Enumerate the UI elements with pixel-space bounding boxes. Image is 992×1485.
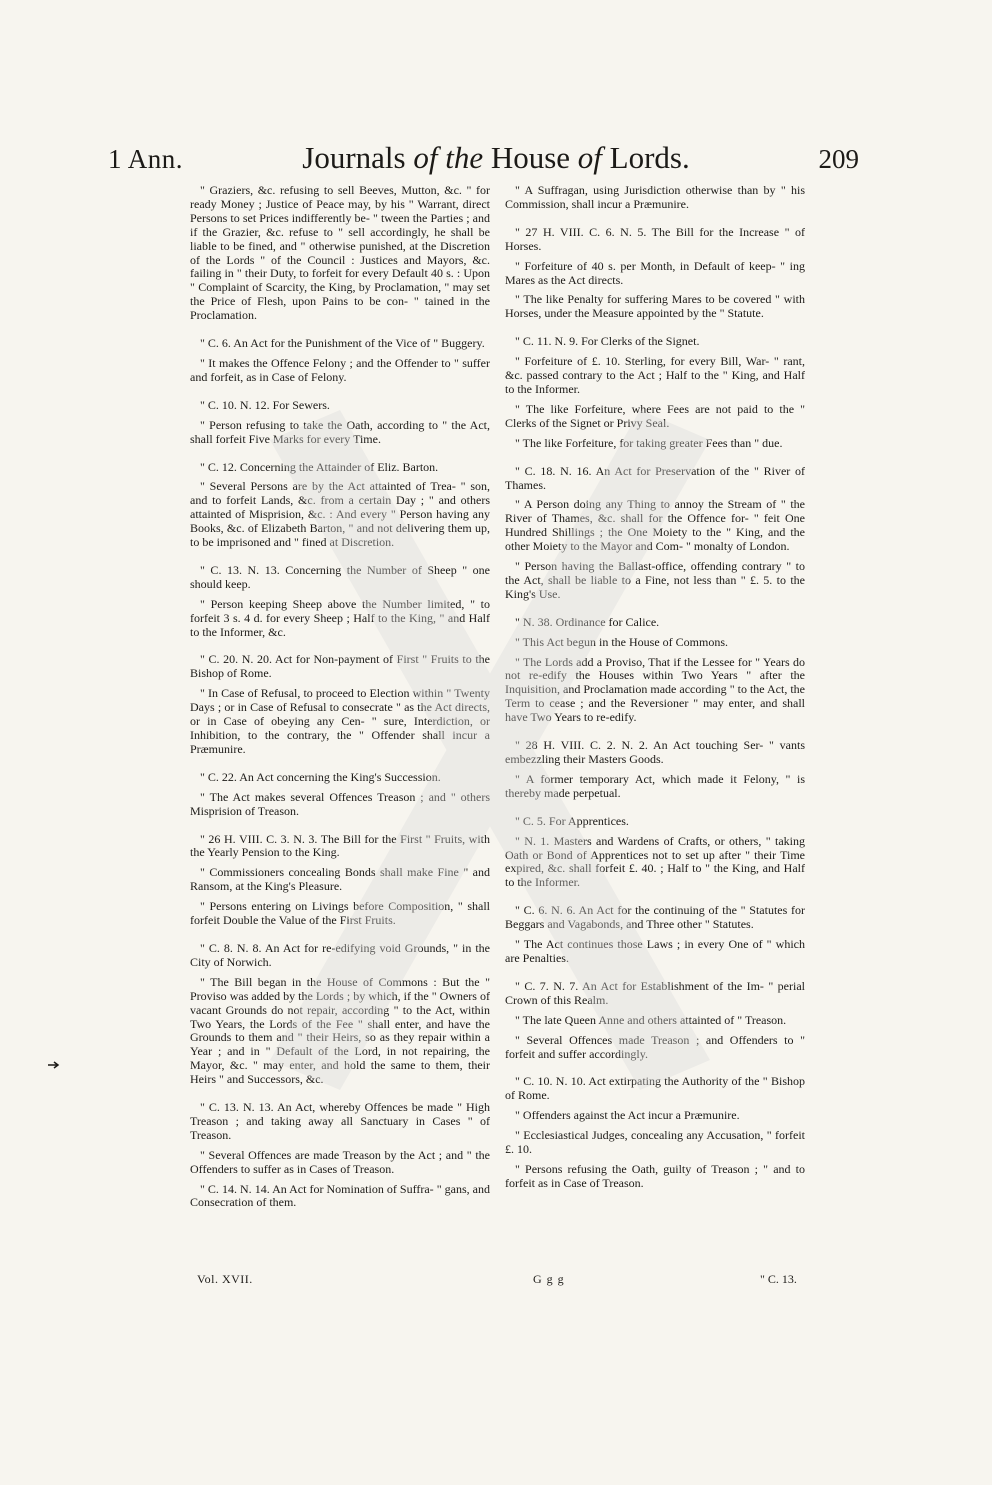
paragraph: " C. 12. Concerning the Attainder of Eliz. Barton. — [200, 459, 439, 474]
title-word: Lords. — [609, 140, 690, 175]
paragraph: " Several Offences made Treason ; and Offenders to " forfeit and suffer accordingly. — [505, 1032, 805, 1061]
paragraph: " C. 6. An Act for the Punishment of the Vice of " Buggery. — [200, 336, 485, 351]
signature-mark: G g g — [533, 1272, 565, 1286]
paragraph: " Graziers, &c. refusing to sell Beeves, Mutton, &c. " for ready Money ; Justice of Peace may, by his " Warrant, direct Persons to set Prices indifferently be- " tween the Parties ; and if the Grazier, &c. refuse to " sell accordingly, he shall be liable to be fined, and " otherwise punished, at the Discretion of the Lords " of the Council : Justices and Mayors, &c. failing in " their Duty, to forfeit for every Default 40 s. : Upon " Complaint of Scarcity, the King, by Proclamation, " may set the Price of Flesh, upon Pains to be con- " tained in the Proclamation. — [190, 183, 490, 323]
paragraph: " Several Persons are by the Act attainted of Trea- " son, and to forfeit Lands, &c. from a certain Day ; " and others attainted of Misprision, &c. : And every " Person having any Books, &c. of Elizabeth Barton, " and not delivering them up, to be imprisoned and " fined at Discretion. — [190, 479, 490, 550]
paragraph: " C. 8. N. 8. An Act for re-edifying void Grounds, " in the City of Norwich. — [190, 940, 490, 969]
paragraph: " 28 H. VIII. C. 2. N. 2. An Act touching Ser- " vants embezzling their Masters Goods. — [505, 738, 805, 766]
paragraph: " In Case of Refusal, to proceed to Election within " Twenty Days ; or in Case of Refusal to consecrate " as the Act directs, or in Case of obeying any Cen- " sure, Interdiction, or Inhibition, to the contrary, the " Offender shall incur a Præmunire. — [190, 686, 490, 756]
paragraph: " The Act makes several Offences Treason ; and " others Misprision of Treason. — [190, 789, 490, 818]
paragraph: " C. 13. N. 13. Concerning the Number of Sheep " one should keep. — [190, 562, 490, 591]
paragraph: " Forfeiture of 40 s. per Month, in Default of keep- " ing Mares as the Act directs. — [505, 258, 805, 287]
paragraph: " C. 14. N. 14. An Act for Nomination of Suffra- " gans, and Consecration of them. — [190, 1181, 490, 1210]
title-word: the — [445, 140, 484, 175]
paragraph: " A Suffragan, using Jurisdiction otherwise than by " his Commission, shall incur a Præmunire. — [505, 183, 805, 211]
page-number: 209 — [818, 144, 859, 174]
paragraph: " It makes the Offence Felony ; and the Offender to " suffer and forfeit, as in Case of Felony. — [190, 355, 490, 384]
paragraph: " Person keeping Sheep above the Number limited, " to forfeit 3 s. 4 d. for every Sheep ; Half to the King, " and Half to the Informer, &c. — [190, 596, 490, 639]
paragraph: " The Bill began in the House of Commons : But the " Proviso was added by the Lords ; by which, if the " Owners of vacant Grounds do not repair, according " to the Act, within Two Years, the Lords of the Fee " shall enter, and have the Grounds to them and " their Heirs, so as they repair within a Year ; and in " Default of the Lord, in not repairing, the Mayor, &c. " may enter, and hold the same to them, their Heirs " and Successors, &c. — [190, 974, 490, 1087]
paragraph: " Commissioners concealing Bonds shall make Fine " and Ransom, at the King's Pleasure. — [190, 865, 490, 894]
paragraph: " C. 5. For Apprentices. — [515, 813, 629, 828]
paragraph: " The Lords add a Proviso, That if the Lessee for " Years do not re-edify the Houses within Two Years " after the Inquisition, and Proclamation made according " to the Act, the Term to cease ; and the Reversioner " may enter, and shall have Two Years to re-edify. — [505, 654, 805, 725]
paragraph: " C. 10. N. 12. For Sewers. — [200, 397, 330, 412]
paragraph: " The like Forfeiture, where Fees are not paid to the " Clerks of the Signet or Privy Seal. — [505, 401, 805, 430]
title-word: of — [577, 140, 602, 175]
paragraph: " C. 7. N. 7. An Act for Establishment of the Im- " perial Crown of this Realm. — [505, 978, 805, 1007]
paragraph: " Forfeiture of £. 10. Sterling, for every Bill, War- " rant, &c. passed contrary to the Act ; Half to the " King, and Half to the Informer. — [505, 354, 805, 396]
title-word: of — [413, 140, 438, 175]
paragraph: " C. 6. N. 6. An Act for the continuing of the " Statutes for Beggars and Vagabonds, and Three other " Statutes. — [505, 903, 805, 932]
paragraph: " C. 13. N. 13. An Act, whereby Offences be made " High Treason ; and taking away all Sanctuary in Cases " of Treason. — [190, 1100, 490, 1142]
paragraph: " This Act begun in the House of Commons. — [515, 634, 728, 649]
title-word: House — [490, 140, 571, 175]
paragraph: " The late Queen Anne and others attainted of " Treason. — [515, 1012, 787, 1027]
paragraph: " C. 22. An Act concerning the King's Succession. — [200, 769, 441, 784]
paragraph: " Person having the Ballast-office, offending contrary " to the Act, shall be liable to a Fine, not less than " £. 5. to the King's Use. — [505, 559, 805, 601]
paragraph: " The Act continues those Laws ; in every One of " which are Penalties. — [505, 937, 805, 965]
paragraph: " The like Penalty for suffering Mares to be covered " with Horses, under the Measure appointed by the " Statute. — [505, 292, 805, 321]
left-text-column — [190, 184, 490, 1216]
right-text-column — [505, 184, 805, 1197]
paragraph: " N. 1. Masters and Wardens of Crafts, or others, " taking Oath or Bond of Apprentices not to set up after " their Time expired, &c. shall forfeit £. 40. ; Half to " the King, and Half to the Informer. — [505, 833, 805, 890]
margin-mark-icon — [48, 1061, 62, 1069]
running-header — [0, 140, 992, 180]
paragraph: " C. 11. N. 9. For Clerks of the Signet. — [515, 334, 700, 349]
title-word: Journals — [302, 140, 406, 175]
paragraph: " A former temporary Act, which made it Felony, " is thereby made perpetual. — [505, 771, 805, 800]
header-regnal-year: 1 Ann. — [108, 144, 184, 174]
volume-label: Vol. XVII. — [197, 1272, 253, 1286]
paragraph: " Several Offences are made Treason by the Act ; and " the Offenders to suffer as in Cases of Treason. — [190, 1147, 490, 1176]
paragraph: " 27 H. VIII. C. 6. N. 5. The Bill for the Increase " of Horses. — [505, 224, 805, 253]
paragraph: " C. 20. N. 20. Act for Non-payment of First " Fruits to the Bishop of Rome. — [190, 652, 490, 681]
paragraph: " Persons refusing the Oath, guilty of Treason ; " and to forfeit as in Case of Treason. — [505, 1161, 805, 1190]
paragraph: " C. 10. N. 10. Act extirpating the Authority of the " Bishop of Rome. — [505, 1074, 805, 1103]
paragraph: " 26 H. VIII. C. 3. N. 3. The Bill for the First " Fruits, with the Yearly Pension to the King. — [190, 831, 490, 860]
paragraph: " Persons entering on Livings before Composition, " shall forfeit Double the Value of the First Fruits. — [190, 899, 490, 928]
paragraph: " N. 38. Ordinance for Calice. — [515, 614, 660, 629]
paragraph: " The like Forfeiture, for taking greater Fees than " due. — [515, 435, 783, 450]
paragraph: " C. 18. N. 16. An Act for Preservation of the " River of Thames. — [505, 463, 805, 492]
paragraph: " Offenders against the Act incur a Præmunire. — [515, 1108, 740, 1123]
paragraph: " A Person doing any Thing to annoy the Stream of " the River of Thames, &c. shall for the Offence for- " feit One Hundred Shillings ; the One Moiety to the " King, and the other Moiety to the Mayor and Com- " monalty of London. — [505, 497, 805, 554]
paragraph: " Person refusing to take the Oath, according to " the Act, shall forfeit Five Marks for every Time. — [190, 417, 490, 446]
paragraph: " Ecclesiastical Judges, concealing any Accusation, " forfeit £. 10. — [505, 1128, 805, 1157]
catchword: " C. 13. — [760, 1272, 797, 1286]
